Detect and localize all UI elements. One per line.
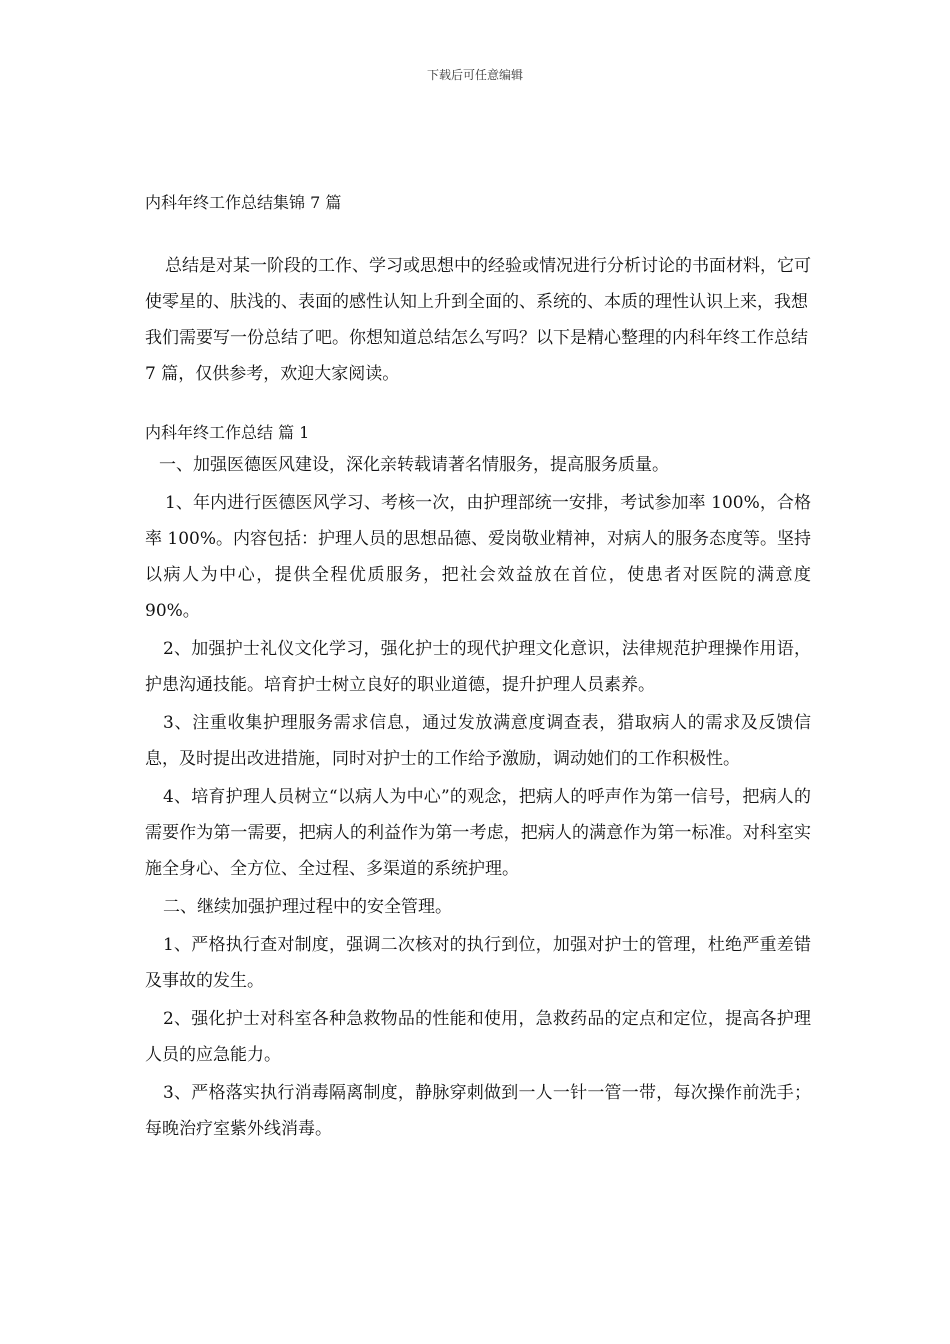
paragraph-item-1-1: 1、年内进行医德医风学习、考核一次，由护理部统一安排，考试参加率 100%，合格率 100%。内容包括：护理人员的思想品德、爱岗敬业精神，对病人的服务态度等。坚持以病人为中心，提供全程优质服务，把社会效益放在首位，使患者对医院的满意度 90%。 — [145, 493, 812, 621]
paragraph-item-1-2: 2、加强护士礼仪文化学习，强化护士的现代护理文化意识，法律规范护理操作用语，护患沟通技能。培育护士树立良好的职业道德，提升护理人员素养。 — [145, 639, 811, 695]
paragraph-item-2-1: 1、严格执行查对制度，强调二次核对的执行到位，加强对护士的管理，杜绝严重差错及事故的发生。 — [145, 935, 811, 991]
section-heading: 内科年终工作总结 篇 1 — [145, 423, 310, 442]
paragraph-part-one-heading: 一、加强医德医风建设，深化亲转载请著名情服务，提高服务质量。 — [159, 455, 669, 475]
paragraph-item-1-3: 3、注重收集护理服务需求信息，通过发放满意度调查表，猎取病人的需求及反馈信息，及时提出改进措施，同时对护士的工作给予激励，调动她们的工作积极性。 — [145, 713, 811, 769]
paragraph-item-1-4: 4、培育护理人员树立“以病人为中心”的观念，把病人的呼声作为第一信号，把病人的需要作为第一需要，把病人的利益作为第一考虑，把病人的满意作为第一标准。对科室实施全身心、全方位、全过程、多渠道的系统护理。 — [145, 787, 811, 879]
document-title: 内科年终工作总结集锦 7 篇 — [145, 193, 342, 212]
document-body — [145, 188, 811, 1149]
intro-paragraph: 总结是对某一阶段的工作、学习或思想中的经验或情况进行分析讨论的书面材料，它可使零星的、肤浅的、表面的感性认知上升到全面的、系统的、本质的理性认识上来，我想我们需要写一份总结了吧。你想知道总结怎么写吗？以下是精心整理的内科年终工作总结 7 篇，仅供参考，欢迎大家阅读。 — [145, 256, 811, 384]
paragraph-item-2-3: 3、严格落实执行消毒隔离制度，静脉穿刺做到一人一针一管一带，每次操作前洗手；每晚治疗室紫外线消毒。 — [145, 1083, 811, 1139]
paragraph-item-2-2: 2、强化护士对科室各种急救物品的性能和使用，急救药品的定点和定位，提高各护理人员的应急能力。 — [145, 1009, 811, 1065]
page-header-note: 下载后可任意编辑 — [426, 68, 523, 82]
paragraph-part-two-heading: 二、继续加强护理过程中的安全管理。 — [163, 897, 452, 917]
